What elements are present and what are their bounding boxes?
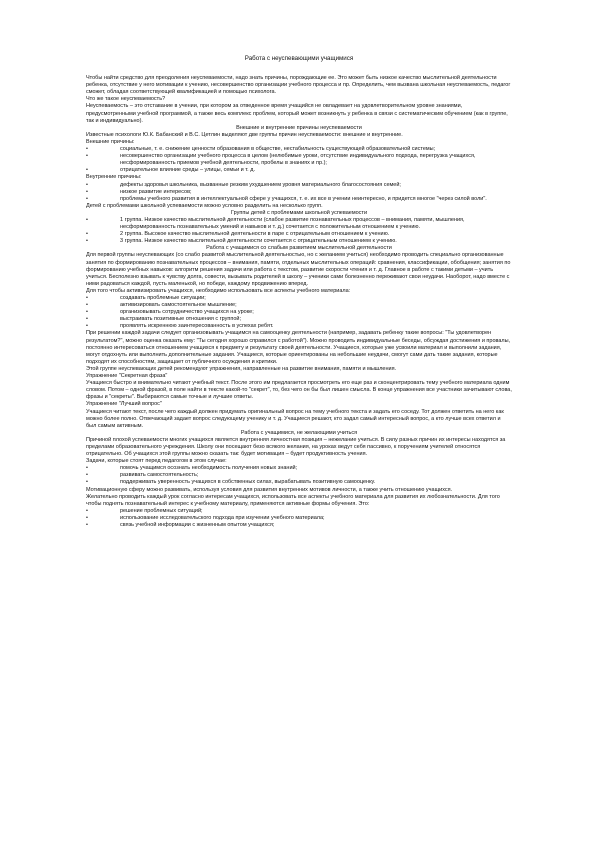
list-item: • помочь учащимся осознать необходимость получения новых знаний; [86, 465, 512, 472]
list-item: • несовершенство организации учебного процесса в целом (нелюбимые уроки, отсутствие индивидуального подхода, перегрузка учащихся, несформированность приемов учебной деятельности, пробелы в знаниях и пр.); [86, 153, 512, 167]
list-item: • использование исследовательского подхода при изучении учебного материала; [86, 515, 512, 522]
heading-weak-thinking: Работа с учащимися со слабым развитием мыслительной деятельности [206, 245, 392, 252]
external-causes-list [86, 146, 512, 174]
list-item: • проблемы учебного развития в интеллектуальной сфере у учащихся, т. е. их все в учении неинтересно, и придется многое "через силой воли". [86, 196, 512, 203]
document-title: Работа с неуспевающими учащимися [244, 55, 354, 62]
exercise-question-title: Упражнение "Лучший вопрос" [86, 401, 162, 408]
list-item: • создавать проблемные ситуации; [86, 295, 512, 302]
heading-causes: Внешние и внутренние причины неуспеваемости [236, 124, 362, 131]
paragraph-motivation: Причиной плохой успеваемости многих учащихся является внутренняя личностная позиция – нежелание учиться. В силу разных причин их интересы находятся за пределами образовательного учреждения. Школу они посещают безо всякого желания, на уроках ведут себя пассивно, к поручениям учителей относятся отрицательно. Об учащихся этой группы можно сказать так: будет мотивация – будет продуктивность учения. [86, 436, 506, 458]
paragraph-intro: Чтобы найти средство для преодоления неуспеваемости, надо знать причины, порождающие ее. Это может быть низкое качество мыслительной деятельности ребенка, отсутствие у него мотивации к учению, несовершенство организации учебного процесса и пр. Определить, чем вызвана школьная неуспеваемость, педагог сможет, обладая соответствующей квалификацией и помощью психолога. [86, 75, 511, 96]
exercise-secret-title: Упражнение "Секретная фраза" [86, 373, 168, 380]
heading-groups: Группы детей с проблемами школьной успеваемости [230, 209, 368, 216]
list-item: • связь учебной информации с жизненным опытом учащихся; [86, 522, 512, 529]
list-item: • активизировать самостоятельное мышление; [86, 302, 512, 309]
exercise-secret-text: Учащиеся быстро и внимательно читают учебный текст. После этого им предлагается просмотреть его еще раз и сконцентрировать тему учебного материала одним словом. Потом – одной фразой, в поле найти в тексте какой-то "секрет", то, без чего он бы был лишен смысла. В конце упражнения все участники зачитывают слова, фразы и "секреты". Выбираются самые точные и лучшие ответы. [86, 380, 512, 401]
list-item: • поддерживать уверенность учащихся в собственных силах, вырабатывать позитивную самооценку. [86, 479, 512, 486]
methods-list [86, 508, 512, 529]
list-item: • развивать самостоятельность; [86, 472, 512, 479]
list-item: • низкое развитие интересов; [86, 189, 512, 196]
external-causes-label: Внешние причины: [86, 138, 135, 145]
list-item: • дефекты здоровья школьника, вызванные резким ухудшением уровня материального благосостояния семей; [86, 182, 512, 189]
list-item: • 2 группа. Высокое качество мыслительной деятельности в паре с отрицательным отношением к учению. [86, 231, 512, 238]
document-page [86, 55, 512, 529]
internal-causes-label: Внутренние причины: [86, 174, 142, 181]
list-item: • организовывать сотрудничество учащихся на уроке; [86, 309, 512, 316]
paragraph-motivation-sphere: Мотивационную сферу можно развивать, используя условия для развития внутренних мотивов личности, а также учить отношению учащихся. [86, 486, 453, 493]
list-item: • проявлять искреннюю заинтересованность в успехах ребят. [86, 323, 512, 330]
aspects-list [86, 295, 512, 330]
list-item: • выстраивать позитивные отношения с группой; [86, 316, 512, 323]
paragraph-exercises-intro: Этой группе неуспевающих детей рекомендуют упражнения, направленные на развитие внимания, памяти и мышления. [86, 365, 397, 372]
exercise-question-text: Учащиеся читают текст, после чего каждый должен придумать оригинальный вопрос на тему учебного текста и задать его соседу. Тот должен ответить на него как можно более полно. Отвечающий задает вопрос следующему ученику и т. д. Учащиеся решают, кто задал самый интересный вопрос, а кто лучше всех ответил и был самым активным. [86, 408, 504, 429]
list-item: • 3 группа. Низкое качество мыслительной деятельности сочетается с отрицательным отношением к учению. [86, 238, 512, 245]
paragraph-psychologists: Известные психологи Ю.К. Бабанский и В.С. Цетлин выделяют две группы причин неуспеваемости: внешние и внутренние. [86, 131, 403, 138]
list-item: • 1 группа. Низкое качество мыслительной деятельности (слабое развитие познавательных процессов – внимания, памяти, мышления, несформированность познавательных умений и навыков и т. д.) сочетается с положительным отношением к учению. [86, 217, 512, 231]
heading-unwilling: Работа с учащимися, не желающими учиться [240, 429, 358, 436]
internal-causes-list [86, 182, 512, 203]
tasks-list [86, 465, 512, 486]
paragraph-active-forms: Желательно проводить каждый урок согласно интересам учащихся, использовать все аспекты учебного материала для развития их любознательности. Для того чтобы поднять познавательный интерес к учебному материалу, применяются активные формы обучения. Это: [86, 493, 500, 507]
list-item: • решение проблемных ситуаций; [86, 508, 512, 515]
list-item: • социальные, т. е. снижение ценности образования в обществе, нестабильность существующей образовательной системы; [86, 146, 512, 153]
paragraph-activation: Для того чтобы активизировать учащихся, необходимо использовать все аспекты учебного материала: [86, 287, 351, 294]
groups-list [86, 217, 512, 245]
paragraph-tasks-intro: Задачи, которые стоят перед педагогом в этом случае: [86, 458, 227, 465]
paragraph-definition: Неуспеваемость – это отставание в учении, при котором за отведенное время учащийся не овладевает на удовлетворительном уровне знаниями, предусмотренными учебной программой, а также весь комплекс проблем, который может возникнуть у ребенка в связи с систематическим обучением (как в группе, так и индивидуально). [86, 103, 508, 124]
paragraph-groups-intro: Детей с проблемами школьной успеваемости можно условно разделить на несколько групп. [86, 202, 323, 209]
paragraph-self-assessment: При решении каждой задачи следует организовывать учащимся на самооценку деятельности (например, задавать ребенку такие вопросы: "Ты удовлетворен результатом?", можно оценка оказать ему: "Ты сегодня хорошо справился с работой"). Можно проводить индивидуальные беседы, обсуждая достижения и провалы, постоянно интересоваться отношением учащихся к предмету и результату своей деятельности. Учащиеся, которые уже усвоили материал и выполнили задания, могут отдохнуть или выполнить дополнительные задания. Учащиеся, которые ориентированы на небольшие неудачи, смогут сами дать такие задания, которые подходят их способностям, защищает от публичного осуждения и критики. [86, 330, 511, 365]
list-item: • отрицательное влияние среды – улицы, семьи и т. д. [86, 167, 512, 174]
paragraph-first-group: Для первой группы неуспевающих (со слабо развитой мыслительной деятельностью, но с желанием учиться) необходимо проводить специально организованные занятия по формированию познавательных процессов – внимания, памяти, отдельных мыслительных операций: сравнения, классификации, обобщения; занятия по формированию учебных навыков: алгоритм решения задачи или работа с текстом, развитие скорости чтения и т. д. Главное в работе с такими детьми – учить учиться. Бесполезно взывать к чувству долга, совести, вызывать родителей в школу – ученики сами болезненно переживают свои неудачи. Наоборот, надо вместе с ними радоваться каждой, пусть маленькой, но победе, каждому продвижению вперед. [86, 252, 511, 287]
question-line: Что же такое неуспеваемость? [86, 96, 166, 103]
